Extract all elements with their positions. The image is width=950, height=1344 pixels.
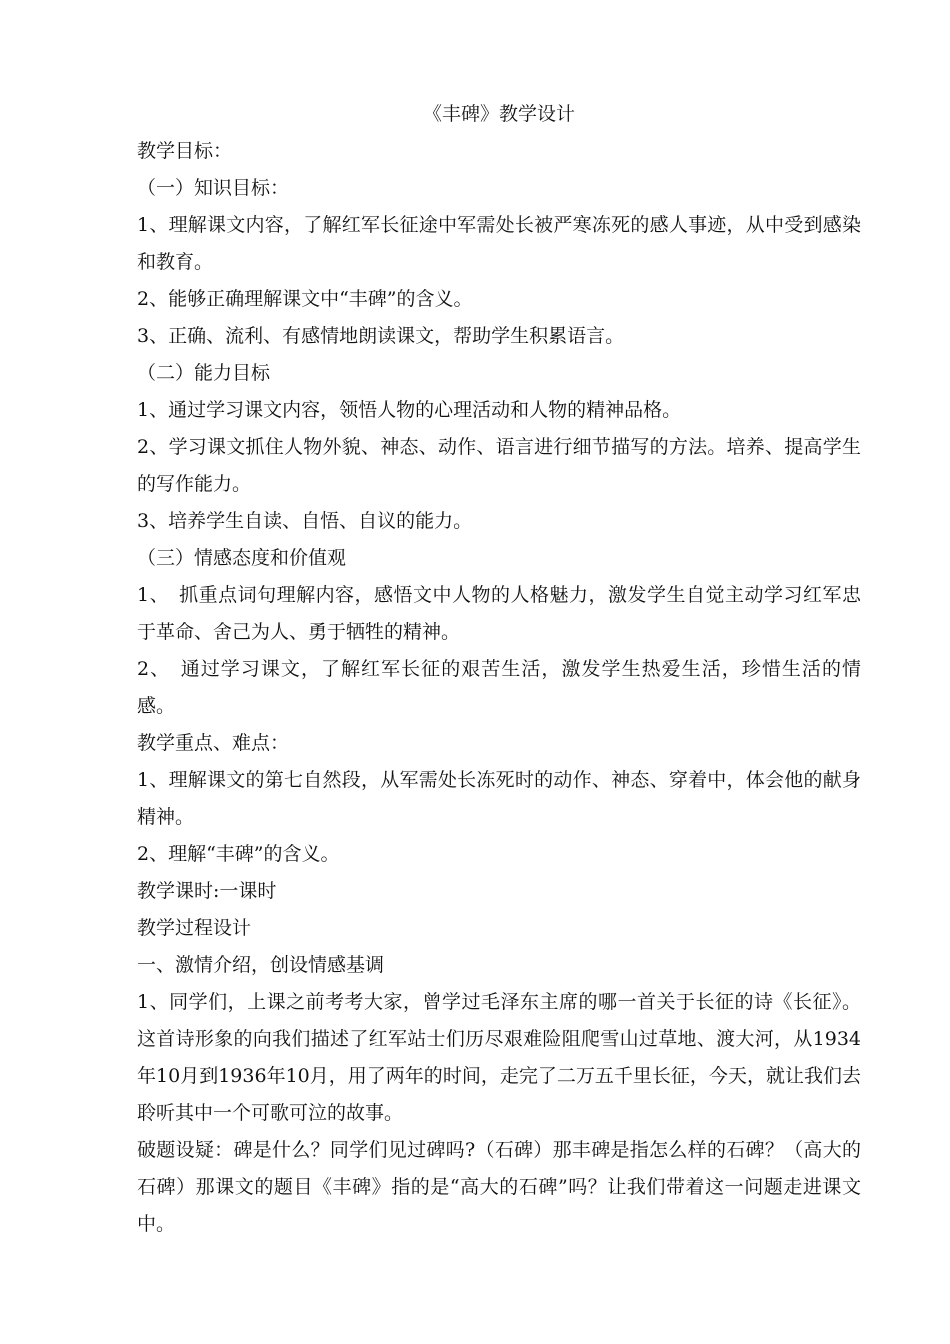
document-page (137, 96, 861, 1243)
section-heading-key-points: 教学重点、难点： (137, 732, 290, 754)
subheading-emotion: （三）情感态度和价值观 (137, 547, 347, 569)
paragraph-emotion-1: 1、 抓重点词句理解内容，感悟文中人物的人格魅力，激发学生自觉主动学习红军忠于革命、舍己为人、勇于牺牲的精神。 (137, 584, 861, 643)
paragraph-class-hours: 教学课时:一课时 (137, 880, 277, 902)
paragraph-ability-3: 3、培养学生自读、自悟、自议的能力。 (137, 510, 473, 532)
paragraph-knowledge-3: 3、正确、流利、有感情地朗读课文，帮助学生积累语言。 (137, 325, 625, 347)
paragraph-step-one-1: 1、同学们，上课之前考考大家，曾学过毛泽东主席的哪一首关于长征的诗《长征》。这首诗形象的向我们描述了红军站士们历尽艰难险阻爬雪山过草地、渡大河，从1934年10月到1936年10月，用了两年的时间，走完了二万五千里长征，今天，就让我们去聆听其中一个可歌可泣的故事。 (137, 991, 861, 1124)
paragraph-ability-1: 1、通过学习课文内容，领悟人物的心理活动和人物的精神品格。 (137, 399, 682, 421)
paragraph-knowledge-2: 2、能够正确理解课文中“丰碑”的含义。 (137, 288, 473, 310)
paragraph-key-point-2: 2、理解“丰碑”的含义。 (137, 843, 340, 865)
paragraph-knowledge-1: 1、理解课文内容，了解红军长征途中军需处长被严寒冻死的感人事迹，从中受到感染和教育。 (137, 214, 861, 273)
paragraph-ability-2: 2、学习课文抓住人物外貌、神态、动作、语言进行细节描写的方法。培养、提高学生的写作能力。 (137, 436, 861, 495)
paragraph-step-one-question: 破题设疑：碑是什么？同学们见过碑吗?（石碑）那丰碑是指怎么样的石碑？（高大的石碑）那课文的题目《丰碑》指的是“高大的石碑”吗？让我们带着这一问题走进课文中。 (137, 1139, 861, 1235)
paragraph-key-point-1: 1、理解课文的第七自然段，从军需处长冻死时的动作、神态、穿着中，体会他的献身精神。 (137, 769, 861, 828)
paragraph-emotion-2: 2、 通过学习课文，了解红军长征的艰苦生活，激发学生热爱生活，珍惜生活的情感。 (137, 658, 861, 717)
section-heading-process: 教学过程设计 (137, 917, 252, 939)
subheading-step-one: 一、激情介绍，创设情感基调 (137, 954, 385, 976)
subheading-ability: （二）能力目标 (137, 362, 271, 384)
subheading-knowledge: （一）知识目标： (137, 177, 290, 199)
section-heading-objectives: 教学目标： (137, 140, 233, 162)
document-title: 《丰碑》教学设计 (422, 103, 575, 125)
